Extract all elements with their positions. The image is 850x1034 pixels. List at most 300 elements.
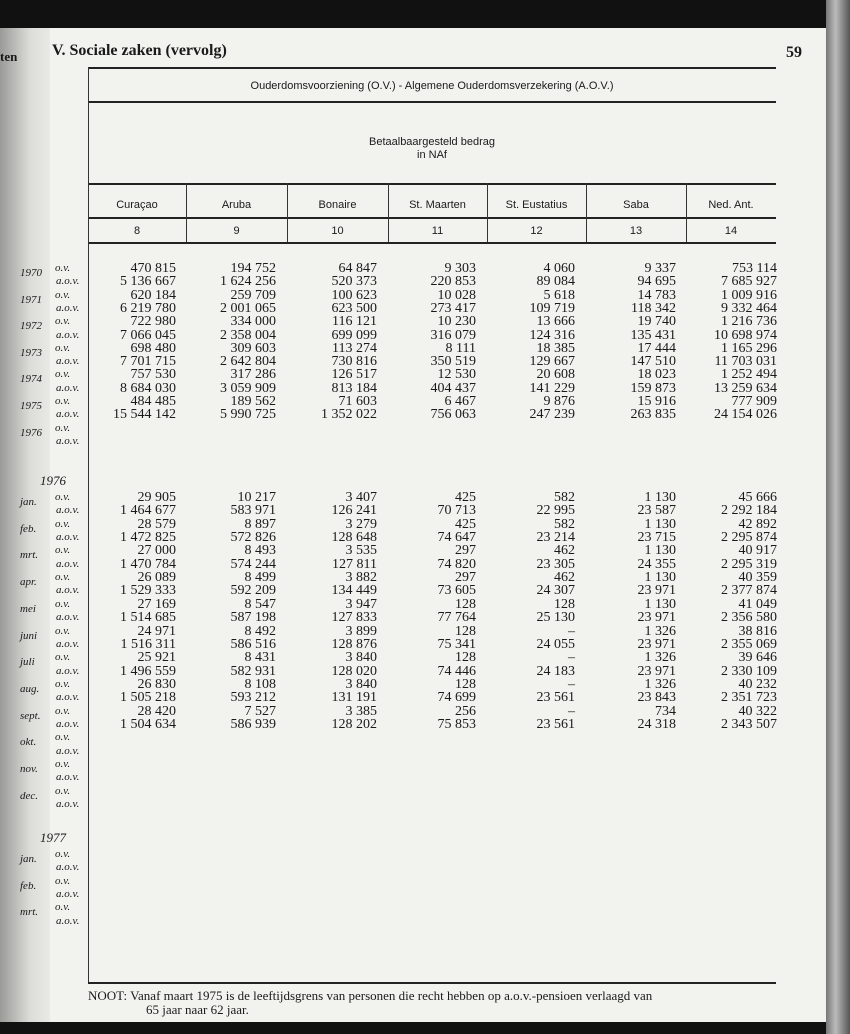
table-cell: 5 990 725: [220, 407, 276, 423]
table-cell: 10 217: [237, 490, 276, 505]
table-cell: 18 023: [637, 367, 676, 383]
table-cell: 582 931: [230, 663, 276, 679]
row-label: apr.: [20, 576, 37, 589]
table-cell: 15 916: [637, 394, 676, 409]
table-cell: 100 623: [331, 287, 377, 303]
table-cell: 273 417: [430, 300, 476, 316]
table-cell: 147 510: [630, 354, 676, 370]
row-label: okt.: [20, 736, 37, 749]
footnote: [88, 989, 652, 1017]
table-cell: 128 020: [331, 663, 377, 679]
type-label: a.o.v.: [56, 355, 80, 368]
table-cell: –: [568, 676, 575, 692]
column-number: 10: [331, 225, 344, 237]
table-cell: 3 279: [345, 516, 377, 532]
row-label: aug.: [20, 682, 40, 695]
table-cell: 777 909: [731, 394, 777, 409]
table-cell: 316 079: [430, 327, 476, 343]
row-label: 1970: [20, 267, 42, 279]
table-cell: 8 108: [244, 676, 276, 692]
table-cell: 24 183: [536, 663, 575, 679]
table-cell: 3 407: [345, 490, 377, 505]
row-label: nov.: [20, 763, 38, 775]
table-cell: 128: [554, 596, 575, 612]
table-cell: 734: [655, 703, 676, 719]
table-cell: 126 517: [331, 367, 377, 383]
row-label: juli: [20, 656, 35, 669]
table-cell: 128 648: [331, 530, 377, 546]
table-cell: 586 516: [230, 636, 276, 652]
table-cell: 7 527: [244, 703, 276, 719]
table-cell: 1 504 634: [120, 716, 176, 732]
table-cell: 22 995: [536, 503, 575, 519]
table-cell: 9 332 464: [721, 300, 777, 316]
table-cell: 128: [455, 676, 476, 692]
type-label: o.v.: [55, 597, 71, 610]
table-cell: 309 603: [230, 340, 276, 356]
type-label: o.v.: [55, 262, 71, 274]
table-cell: 247 239: [529, 407, 575, 423]
table-cell: 29 905: [137, 490, 176, 505]
year-heading: 1977: [40, 830, 66, 845]
table-cell: 4 060: [543, 261, 575, 276]
rule: [88, 101, 776, 103]
table-cell: 1 326: [644, 676, 676, 692]
type-label: a.o.v.: [56, 531, 80, 544]
table-cell: 89 084: [536, 274, 575, 290]
table-subtitle: Betaalbaargesteld bedrag: [369, 136, 495, 148]
table-cell: 592 209: [230, 583, 276, 599]
table-cell: 2 642 804: [220, 354, 276, 370]
table-cell: 23 715: [637, 530, 676, 546]
column-header: Curaçao: [116, 199, 158, 211]
table-cell: 70 713: [437, 503, 476, 519]
table-cell: 23 561: [536, 716, 575, 732]
row-label: jan.: [20, 853, 37, 865]
type-label: a.o.v.: [56, 664, 80, 677]
type-label: a.o.v.: [56, 504, 80, 517]
row-label: sept.: [20, 709, 41, 722]
table-cell: 1 496 559: [120, 663, 176, 679]
table-cell: 572 826: [230, 530, 276, 546]
table-cell: 24 154 026: [714, 407, 777, 423]
table-cell: 699 099: [331, 327, 377, 343]
type-label: a.o.v.: [56, 584, 80, 597]
type-label: a.o.v.: [56, 771, 80, 784]
table-cell: 3 385: [345, 703, 377, 719]
table-cell: 13 259 634: [714, 380, 777, 396]
column-header: Ned. Ant.: [708, 199, 754, 211]
table-cell: 462: [554, 570, 575, 586]
type-label: a.o.v.: [56, 557, 80, 570]
table-cell: 28 579: [137, 516, 176, 532]
table-cell: 9 337: [644, 261, 676, 276]
type-label: o.v.: [55, 421, 71, 434]
row-label: dec.: [20, 789, 39, 802]
type-label: o.v.: [55, 848, 71, 860]
type-label: o.v.: [55, 517, 71, 530]
table-cell: 583 971: [230, 503, 276, 519]
table-cell: 23 843: [637, 690, 676, 706]
table-cell: 17 444: [637, 340, 676, 356]
type-label: o.v.: [55, 758, 71, 770]
column-number: 12: [530, 225, 543, 237]
table-cell: 1 529 333: [120, 583, 176, 599]
table-cell: 15 544 142: [113, 407, 176, 423]
table-cell: 587 198: [230, 610, 276, 626]
row-label: 1976: [20, 426, 42, 439]
table-cell: 593 212: [230, 690, 276, 706]
row-label: 1972: [20, 320, 42, 333]
table-cell: 24 055: [536, 636, 575, 652]
table-cell: 126 241: [331, 503, 377, 519]
table-cell: 8 547: [244, 596, 276, 612]
table-cell: 6 467: [444, 394, 476, 409]
table-cell: 7 066 045: [120, 327, 176, 343]
table-cell: 23 214: [536, 530, 575, 546]
type-label: a.o.v.: [56, 744, 80, 757]
table-cell: 134 449: [331, 583, 377, 599]
table-cell: 10 230: [437, 314, 476, 330]
type-label: a.o.v.: [56, 275, 80, 288]
table-cell: 113 274: [332, 340, 377, 356]
table-cell: 3 899: [345, 623, 377, 639]
row-label: juni: [20, 629, 38, 642]
column-header: Bonaire: [318, 199, 357, 211]
type-label: o.v.: [55, 784, 71, 797]
table-cell: 26 830: [137, 676, 176, 692]
row-label: 1971: [20, 293, 42, 306]
row-label: feb.: [20, 879, 37, 892]
row-label: mrt.: [20, 906, 39, 919]
table-cell: 462: [554, 543, 575, 559]
table-cell: 45 666: [738, 490, 777, 505]
table-cell: 317 286: [230, 367, 276, 383]
table-cell: 24 355: [637, 556, 676, 572]
table-cell: 127 811: [332, 556, 377, 572]
type-label: a.o.v.: [56, 611, 80, 624]
table-cell: 23 587: [637, 503, 676, 519]
table-cell: 2 358 004: [220, 327, 276, 343]
table-title: Ouderdomsvoorziening (O.V.) - Algemene Ouderdomsverzekering (A.O.V.): [250, 80, 614, 92]
table-cell: 297: [455, 570, 476, 586]
table-cell: 582: [554, 490, 575, 505]
table-bottom-rule: [88, 982, 776, 984]
row-label: 1975: [20, 400, 42, 412]
table-unit: in NAf: [417, 149, 447, 161]
table-cell: 8 431: [244, 650, 276, 666]
type-label: a.o.v.: [56, 328, 80, 341]
table-cell: 27 169: [137, 596, 176, 612]
table-cell: 1 514 685: [120, 610, 176, 626]
table-cell: –: [568, 623, 575, 639]
column-number: 11: [431, 225, 444, 237]
table-cell: 71 603: [338, 394, 377, 409]
type-label: a.o.v.: [56, 408, 80, 421]
table-cell: –: [568, 650, 575, 666]
table-cell: 40 322: [738, 703, 777, 719]
table-cell: 1 130: [644, 570, 676, 586]
type-label: o.v.: [55, 704, 71, 717]
table-cell: 404 437: [430, 380, 476, 396]
table-cell: 722 980: [130, 314, 176, 330]
table-cell: 128 202: [331, 716, 377, 732]
table-cell: 10 028: [437, 287, 476, 303]
table-cell: 350 519: [430, 354, 476, 370]
type-label: o.v.: [55, 874, 71, 887]
table-cell: 40 359: [738, 570, 777, 586]
table-cell: 256: [455, 703, 476, 719]
table-cell: 64 847: [338, 261, 377, 276]
table-cell: 24 318: [637, 716, 676, 732]
column-number: 14: [724, 225, 738, 237]
type-label: o.v.: [55, 368, 71, 381]
type-label: a.o.v.: [56, 434, 80, 447]
table-cell: 2 330 109: [721, 663, 777, 679]
table-cell: 3 947: [345, 596, 377, 612]
type-label: a.o.v.: [56, 798, 80, 811]
table-cell: 23 561: [536, 690, 575, 706]
table-cell: 11 703 031: [714, 354, 777, 370]
table-top-rule: [88, 67, 776, 69]
table-cell: 25 130: [536, 610, 575, 626]
table-cell: 8 684 030: [120, 380, 176, 396]
table-cell: 1 352 022: [321, 407, 377, 423]
type-label: a.o.v.: [56, 381, 80, 394]
table-cell: 620 184: [130, 287, 176, 303]
table-cell: 3 840: [345, 650, 377, 666]
table-cell: 586 939: [230, 716, 276, 732]
table-cell: 189 562: [230, 394, 276, 409]
table-cell: 574 244: [230, 556, 276, 572]
table-cell: 1 130: [644, 596, 676, 612]
type-label: o.v.: [55, 395, 71, 407]
table-cell: 1 464 677: [120, 503, 176, 519]
table-cell: 1 165 296: [721, 340, 777, 356]
type-label: a.o.v.: [56, 914, 80, 927]
table-cell: 730 816: [331, 354, 377, 370]
type-label: o.v.: [55, 491, 71, 503]
table-cell: 40 232: [738, 676, 777, 692]
table-cell: 13 666: [536, 314, 575, 330]
type-label: o.v.: [55, 624, 71, 637]
table-cell: 194 752: [230, 261, 276, 276]
table-cell: 5 136 667: [120, 274, 176, 290]
table-cell: 756 063: [430, 407, 476, 423]
table-cell: 8 897: [244, 516, 276, 532]
table-cell: 73 605: [437, 583, 476, 599]
section-title: V. Sociale zaken (vervolg): [52, 42, 227, 59]
table-cell: 7 685 927: [721, 274, 777, 290]
table-cell: 14 783: [637, 287, 676, 303]
table-cell: 159 873: [630, 380, 676, 396]
type-label: a.o.v.: [56, 691, 80, 704]
table-cell: 128 876: [331, 636, 377, 652]
table-cell: 1 505 218: [120, 690, 176, 706]
table-cell: 77 764: [437, 610, 476, 626]
table-cell: 3 882: [345, 570, 377, 586]
table-cell: 23 971: [637, 663, 676, 679]
row-label: feb.: [20, 522, 37, 535]
table-cell: 425: [455, 516, 476, 532]
table-cell: 135 431: [630, 327, 676, 343]
table-cell: 23 971: [637, 636, 676, 652]
type-label: a.o.v.: [56, 717, 80, 730]
table-cell: 20 608: [536, 367, 575, 383]
type-label: o.v.: [55, 651, 71, 664]
table-cell: 8 499: [244, 570, 276, 586]
table-cell: 582: [554, 516, 575, 532]
table-cell: 127 833: [331, 610, 377, 626]
table-cell: 484 485: [130, 394, 176, 409]
table-cell: 18 385: [536, 340, 575, 356]
table-cell: 470 815: [130, 261, 176, 276]
column-header: St. Maarten: [409, 199, 466, 211]
table-cell: 297: [455, 543, 476, 559]
footnote-line-1: NOOT: Vanaf maart 1975 is de leeftijdsgrens van personen die recht hebben op a.o.v.-pensioen verlaagd van: [88, 988, 653, 1003]
table-cell: 8 492: [244, 623, 276, 639]
table-cell: 12 530: [437, 367, 476, 383]
type-label: o.v.: [55, 315, 71, 328]
table-cell: 141 229: [529, 380, 575, 396]
table-cell: 23 971: [637, 583, 676, 599]
table-cell: 128: [455, 623, 476, 639]
table-cell: 623 500: [331, 300, 377, 316]
type-label: o.v.: [55, 288, 71, 301]
table-cell: 7 701 715: [120, 354, 176, 370]
page-number: 59: [786, 44, 802, 61]
table-cell: 1 130: [644, 543, 676, 559]
table-cell: 39 646: [738, 650, 777, 666]
table-cell: 1 516 311: [120, 636, 176, 652]
table-cell: 2 295 874: [721, 530, 777, 546]
type-label: o.v.: [55, 571, 71, 584]
table-cell: 19 740: [637, 314, 676, 330]
table-cell: 1 326: [644, 623, 676, 639]
book-spine-edge: [826, 0, 850, 1034]
rule: [88, 217, 776, 219]
table-cell: 24 971: [137, 623, 176, 639]
year-heading: 1976: [40, 473, 66, 488]
table-cell: 8 493: [244, 543, 276, 559]
row-label: jan.: [20, 496, 37, 508]
table-cell: 27 000: [137, 543, 176, 559]
table-cell: 2 295 319: [721, 556, 777, 572]
table-cell: 6 219 780: [120, 300, 176, 316]
table-cell: 42 892: [738, 516, 777, 532]
table-cell: 1 130: [644, 516, 676, 532]
table-cell: 425: [455, 490, 476, 505]
table-cell: 1 470 784: [120, 556, 176, 572]
table-cell: 128: [455, 650, 476, 666]
table-cell: 1 624 256: [220, 274, 276, 290]
type-label: o.v.: [55, 731, 71, 744]
type-label: o.v.: [55, 544, 71, 557]
table-cell: 3 059 909: [220, 380, 276, 396]
table-cell: 116 121: [332, 314, 377, 330]
table-cell: 2 343 507: [721, 716, 777, 732]
column-number: 13: [629, 225, 643, 237]
column-header: Saba: [623, 199, 649, 211]
column-header: St. Eustatius: [505, 199, 568, 211]
table-cell: 74 699: [437, 690, 476, 706]
table-cell: 520 373: [331, 274, 377, 290]
table-cell: 23 305: [536, 556, 575, 572]
table-cell: 2 292 184: [721, 503, 777, 519]
table-cell: 118 342: [631, 300, 676, 316]
table-cell: 1 009 916: [721, 287, 777, 303]
type-label: o.v.: [55, 341, 71, 354]
column-number: 9: [233, 225, 240, 237]
type-label: a.o.v.: [56, 637, 80, 650]
table-cell: 74 647: [437, 530, 476, 546]
table-cell: 2 355 069: [721, 636, 777, 652]
row-label: mrt.: [20, 549, 39, 562]
table-cell: 23 971: [637, 610, 676, 626]
type-label: a.o.v.: [56, 887, 80, 900]
table-cell: 2 001 065: [220, 300, 276, 316]
column-number: 8: [133, 225, 141, 237]
table-cell: 24 307: [536, 583, 575, 599]
table-cell: 753 114: [732, 261, 777, 276]
table-cell: 757 530: [130, 367, 176, 383]
rule: [88, 183, 776, 185]
table-cell: 75 341: [437, 636, 476, 652]
table-cell: 3 840: [345, 676, 377, 692]
table-cell: 75 853: [437, 716, 476, 732]
table-cell: 3 535: [345, 543, 377, 559]
table-cell: 1 252 494: [721, 367, 777, 383]
row-label: 1973: [20, 346, 42, 359]
table-cell: 74 820: [437, 556, 476, 572]
table-cell: 9 876: [543, 394, 575, 409]
table-cell: 74 446: [437, 663, 476, 679]
table-cell: 28 420: [137, 703, 176, 719]
table-cell: 131 191: [331, 690, 377, 706]
type-label: o.v.: [55, 677, 71, 690]
table-cell: 1 472 825: [120, 530, 176, 546]
table-cell: 2 351 723: [721, 690, 777, 706]
table-cell: 1 326: [644, 650, 676, 666]
table-cell: 10 698 974: [714, 327, 777, 343]
table-cell: 26 089: [137, 570, 176, 586]
table-cell: 698 480: [130, 340, 176, 356]
table-cell: 128: [455, 596, 476, 612]
table-cell: 8 111: [445, 340, 476, 356]
rule: [88, 242, 776, 244]
type-label: o.v.: [55, 901, 71, 914]
table-cell: 5 618: [543, 287, 575, 303]
table-cell: 263 835: [630, 407, 676, 423]
table-cell: 2 377 874: [721, 583, 777, 599]
table-cell: 41 049: [738, 596, 777, 612]
table-cell: 124 316: [529, 327, 575, 343]
table-cell: 109 719: [529, 300, 575, 316]
table-cell: 25 921: [137, 650, 176, 666]
table-cell: 129 667: [529, 354, 575, 370]
type-label: a.o.v.: [56, 301, 80, 314]
column-header: Aruba: [221, 199, 252, 211]
table-cell: 94 695: [637, 274, 676, 290]
table-cell: 40 917: [738, 543, 777, 559]
type-label: a.o.v.: [56, 861, 80, 874]
table-cell: 2 356 580: [721, 610, 777, 626]
table-cell: 9 303: [444, 261, 476, 276]
table-cell: 38 816: [738, 623, 777, 639]
table-cell: 1 216 736: [721, 314, 777, 330]
row-label: 1974: [20, 373, 42, 386]
table-cell: 220 853: [430, 274, 476, 290]
